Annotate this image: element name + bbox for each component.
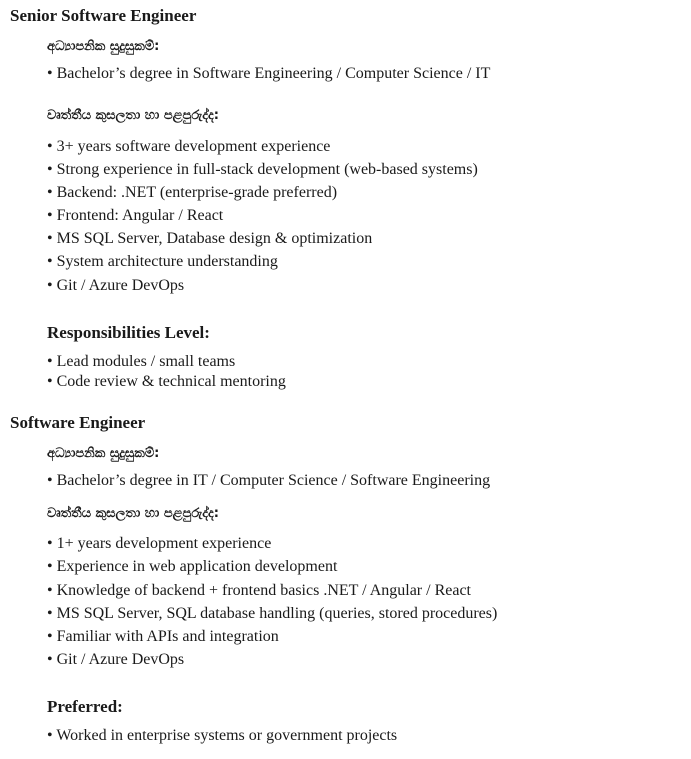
role-title-senior: Senior Software Engineer — [10, 6, 197, 25]
list-item: • Bachelor’s degree in Software Engineering / Computer Science / IT — [47, 65, 491, 82]
skills-heading-engineer: වෘත්තීය කුසලතා හා පළපුරුද්ද: — [47, 506, 219, 521]
list-item: • 1+ years development experience — [47, 535, 272, 552]
list-item: • Worked in enterprise systems or government projects — [47, 727, 398, 744]
list-item: • Code review & technical mentoring — [47, 373, 286, 390]
list-item: • Git / Azure DevOps — [47, 651, 185, 668]
role-title-engineer: Software Engineer — [10, 413, 146, 432]
list-item: • Knowledge of backend + frontend basics .NET / Angular / React — [47, 582, 471, 599]
list-item: • 3+ years software development experience — [47, 138, 331, 155]
list-item: • Experience in web application development — [47, 558, 338, 575]
preferred-heading: Preferred: — [47, 697, 123, 716]
responsibilities-heading: Responsibilities Level: — [47, 323, 210, 342]
list-item: • Git / Azure DevOps — [47, 277, 185, 294]
list-item: • Lead modules / small teams — [47, 353, 236, 370]
list-item: • MS SQL Server, SQL database handling (queries, stored procedures) — [47, 605, 498, 622]
list-item: • Frontend: Angular / React — [47, 207, 224, 224]
education-heading-engineer: අධ්‍යාපනික සුදුසුකම්: — [47, 446, 160, 461]
list-item: • MS SQL Server, Database design & optimization — [47, 230, 373, 247]
list-item: • Bachelor’s degree in IT / Computer Science / Software Engineering — [47, 472, 491, 489]
list-item: • System architecture understanding — [47, 253, 278, 270]
list-item: • Backend: .NET (enterprise-grade preferred) — [47, 184, 338, 201]
list-item: • Strong experience in full-stack development (web-based systems) — [47, 161, 478, 178]
skills-heading-senior: වෘත්තීය කුසලතා හා පළපුරුද්ද: — [47, 108, 219, 123]
list-item: • Familiar with APIs and integration — [47, 628, 279, 645]
education-heading-senior: අධ්‍යාපනික සුදුසුකම්: — [47, 39, 160, 54]
